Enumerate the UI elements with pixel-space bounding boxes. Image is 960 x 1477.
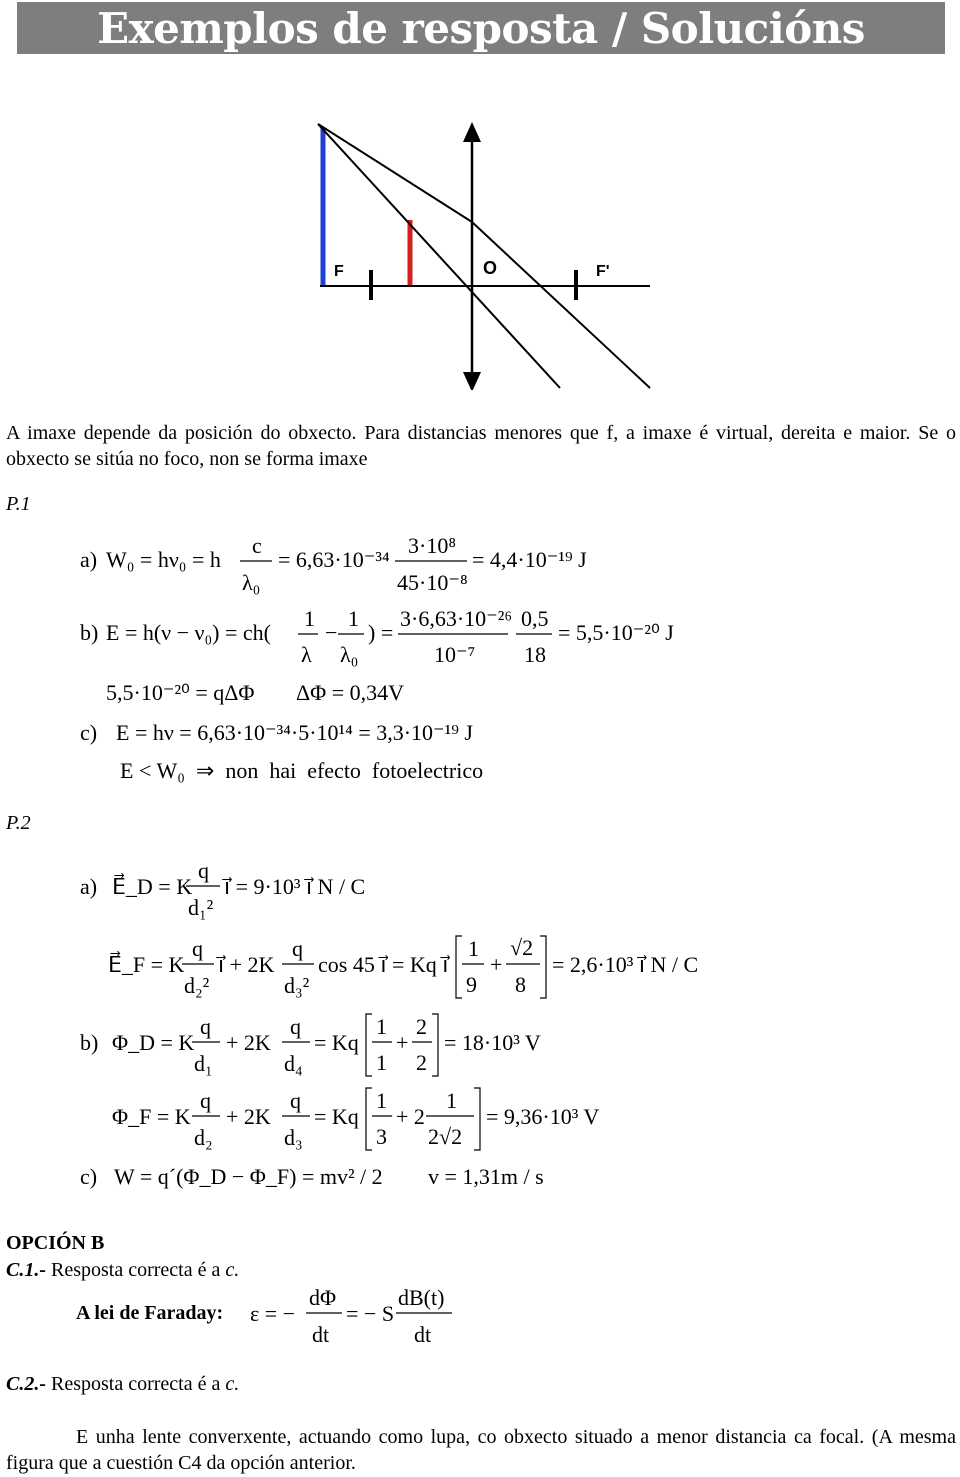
lens-arrow-bottom-icon — [463, 372, 481, 390]
ray-refracted-2 — [472, 222, 650, 388]
p2-a-lhs: E⃗_D = K — [112, 874, 193, 899]
p2-ef-lhs: E⃗_F = K — [108, 952, 185, 977]
p2-b-one-a: 1 — [376, 1014, 387, 1039]
p2-b-kq-2: = Kq — [314, 1104, 359, 1129]
page-header-banner — [17, 2, 945, 54]
p1-b-one-a: 1 — [304, 606, 315, 631]
label-f: F — [334, 263, 344, 280]
p2-b-two-b: 2 — [416, 1050, 427, 1075]
faraday-equation — [0, 1280, 960, 1350]
c1-text: Resposta correcta é a — [51, 1259, 221, 1281]
p1-c-line: E = hν = 6,63·10⁻³⁴·5·10¹⁴ = 3,3·10⁻¹⁹ J — [116, 720, 473, 745]
p2-a-tag: a) — [80, 874, 98, 899]
p2-a-q: q — [198, 858, 209, 883]
c1-label: C.1.- — [6, 1259, 46, 1281]
p2-b-q2: q — [290, 1014, 301, 1039]
p1-a-lhs: W₀ = hν₀ = h — [106, 547, 221, 572]
page-title: Exemplos de resposta / Solucións — [97, 3, 865, 53]
p2-b-three: 3 — [376, 1124, 387, 1149]
p1-a-num: 3·10⁸ — [408, 533, 456, 558]
faraday-eps: ε = − — [250, 1301, 296, 1326]
p2-b-twort2: 2√2 — [428, 1124, 463, 1149]
faraday-dbt: dB(t) — [398, 1285, 445, 1310]
ray-through-center — [318, 124, 560, 388]
p1-equations — [0, 520, 960, 790]
p1-a-den: 45·10⁻⁸ — [397, 570, 468, 595]
p2-label: P.2 — [6, 812, 31, 834]
p2-b-d2: d₂ — [194, 1125, 213, 1150]
p2-b-kq: = Kq — [314, 1030, 359, 1055]
p2-b-d4: d₄ — [284, 1051, 303, 1076]
closing-paragraph: E unha lente converxente, actuando como lupa, co obxecto situado a menor distancia ca focal. (A mesma figura que a cuestión C4 da opción anterior. — [6, 1426, 956, 1474]
svg-text:+: + — [396, 1030, 409, 1055]
p2-ef-d3sq: d₃² — [284, 973, 310, 998]
p2-ef-d9: 9 — [466, 972, 477, 997]
p2-a-rhs: i⃗ = 9·10³ i⃗ N / C — [224, 874, 366, 899]
p1-b-close: ) = — [368, 620, 394, 645]
p2-ef-plus: + — [490, 952, 503, 977]
p1-b-tag: b) — [80, 620, 99, 645]
p2-b-d3: d₃ — [284, 1125, 303, 1150]
faraday-dt-2: dt — [414, 1322, 432, 1347]
p2-b-plus2k-2: + 2K — [226, 1104, 271, 1129]
p1-b-num: 3·6,63·10⁻²⁶ — [400, 606, 513, 631]
p2-ef-cos: cos 45 i⃗ = Kq i⃗ — [318, 952, 449, 977]
p2-b-q1: q — [200, 1014, 211, 1039]
c2-label: C.2.- — [6, 1373, 46, 1395]
p2-b-q3: q — [200, 1088, 211, 1113]
p2-ef-d8: 8 — [515, 972, 526, 997]
p2-b-plus2k: + 2K — [226, 1030, 271, 1055]
p2-b-res-f: = 9,36·10³ V — [486, 1104, 600, 1129]
p1-a-tag: a) — [80, 547, 98, 572]
p1-b-lhs: E = h(ν − ν₀) = ch( — [106, 620, 271, 645]
p2-ef-n1: 1 — [468, 936, 479, 961]
p1-a-lambda0: λ₀ — [242, 570, 261, 595]
p2-ef-mid: i⃗ + 2K — [218, 952, 275, 977]
p2-b-phd: Φ_D = K — [112, 1030, 195, 1055]
p1-c-tag: c) — [80, 720, 98, 745]
c1-line — [6, 1259, 239, 1282]
p2-c-v: v = 1,31m / s — [428, 1164, 544, 1189]
p2-ef-rt2: √2 — [510, 935, 534, 960]
label-o: O — [483, 258, 498, 278]
faraday-dt-1: dt — [312, 1322, 330, 1347]
p1-b-lambda: λ — [301, 642, 312, 667]
label-f-prime: F' — [596, 263, 610, 280]
c2-line — [6, 1373, 239, 1396]
p1-b-line2: 5,5·10⁻²⁰ = qΔΦ — [106, 680, 255, 705]
svg-text:−: − — [325, 620, 338, 645]
c2-text: Resposta correcta é a — [51, 1373, 221, 1395]
p2-a-d1sq: d₁² — [188, 895, 214, 920]
p1-b-res: = 5,5·10⁻²⁰ J — [558, 620, 674, 645]
p1-a-res: = 4,4·10⁻¹⁹ J — [472, 547, 587, 572]
c2-answer: c. — [225, 1373, 240, 1395]
p2-c-tag: c) — [80, 1164, 98, 1189]
p1-a-eq1: = 6,63·10⁻³⁴ — [278, 547, 390, 572]
p1-b-one-b: 1 — [348, 606, 359, 631]
p2-b-one-c: 1 — [376, 1088, 387, 1113]
p2-b-phf: Φ_F = K — [112, 1104, 191, 1129]
p1-a-c: c — [252, 533, 262, 558]
lens-arrow-top-icon — [463, 122, 481, 142]
p2-b-plus2: + 2 — [396, 1104, 425, 1129]
p2-b-tag: b) — [80, 1030, 99, 1055]
faraday-dphi: dΦ — [309, 1285, 337, 1310]
lens-diagram — [300, 118, 660, 390]
p2-b-d1: d₁ — [194, 1051, 213, 1076]
p2-ef-d2sq: d₂² — [184, 973, 210, 998]
p2-b-two-a: 2 — [416, 1014, 427, 1039]
p2-equations — [0, 850, 960, 1190]
intro-paragraph: A imaxe depende da posición do obxecto. Para distancias menores que f, a imaxe é virtual, dereita e maior. Se o obxecto se sitúa no foco, non se forma imaxe — [6, 422, 956, 470]
p2-b-one-d: 1 — [446, 1088, 457, 1113]
p2-b-res-d: = 18·10³ V — [444, 1030, 541, 1055]
p1-b-den2: 18 — [524, 642, 546, 667]
p2-b-q4: q — [290, 1088, 301, 1113]
p1-b-line3: ΔΦ = 0,34V — [296, 680, 405, 705]
p2-ef-q1: q — [192, 936, 203, 961]
option-b-heading: OPCIÓN B — [6, 1232, 105, 1254]
p1-b-num2: 0,5 — [521, 606, 549, 631]
faraday-eq-s: = − S — [346, 1301, 395, 1326]
p2-ef-q2: q — [292, 936, 303, 961]
p1-c-concl: E < W₀ ⇒ non hai efecto fotoelectrico — [120, 758, 484, 783]
p1-b-den: 10⁻⁷ — [434, 642, 476, 667]
p2-c-line: W = q´(Φ_D − Φ_F) = mv² / 2 — [114, 1164, 383, 1189]
p1-label: P.1 — [6, 493, 31, 515]
p2-b-one-b: 1 — [376, 1050, 387, 1075]
p1-b-lambda0: λ₀ — [340, 642, 359, 667]
c1-answer: c. — [225, 1259, 240, 1281]
p2-ef-res: = 2,6·10³ i⃗ N / C — [552, 952, 699, 977]
faraday-label: A lei de Faraday: — [76, 1302, 224, 1324]
